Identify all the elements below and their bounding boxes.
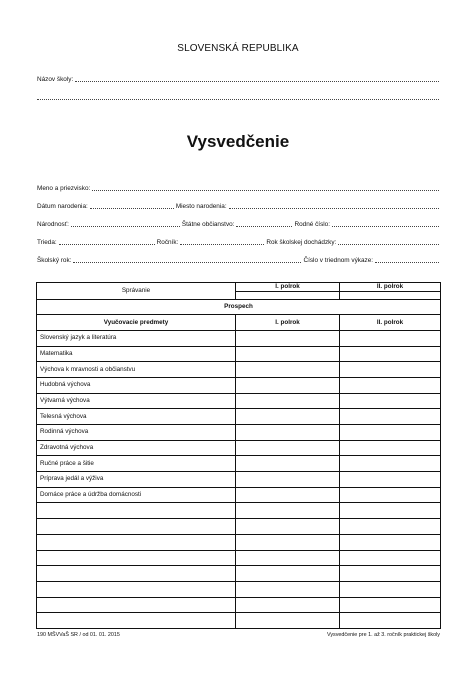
subject-row [37,487,441,503]
subject-term1-grade[interactable] [236,519,340,535]
behaviour-term1-cell[interactable] [236,292,340,300]
behaviour-row-top [37,283,441,292]
birth-date-label: Dátum narodenia: [37,203,88,210]
empty-subject-row [37,503,441,519]
year-label: Ročník: [156,239,179,246]
subject-term2-grade[interactable] [340,534,441,550]
school-year-line[interactable] [73,256,301,263]
subjects-header-row [37,315,441,331]
subject-name: Zdravotná výchova [37,440,236,456]
nationality-line[interactable] [71,220,180,227]
subject-name: Výchova k mravnosti a občianstvu [37,362,236,378]
country-heading: SLOVENSKÁ REPUBLIKA [177,43,299,54]
subject-term1-grade[interactable] [236,377,340,393]
subject-term1-grade[interactable] [236,472,340,488]
subject-term1-grade[interactable] [236,425,340,441]
school-name-line-2[interactable] [37,93,439,100]
subject-term1-grade[interactable] [236,581,340,597]
subject-term1-grade[interactable] [236,440,340,456]
subject-row [37,346,441,362]
school-name-field-continued[interactable] [37,91,439,102]
document-title: Vysvedčenie [186,132,290,151]
subject-name: Telesná výchova [37,409,236,425]
subject-term1-grade[interactable] [236,346,340,362]
subject-name-blank[interactable] [37,613,236,629]
subject-term2-grade[interactable] [340,613,441,629]
empty-subject-row [37,534,441,550]
subject-term2-grade[interactable] [340,503,441,519]
subject-row [37,456,441,472]
empty-subject-row [37,519,441,535]
subject-name-blank[interactable] [37,566,236,582]
subject-row [37,393,441,409]
subject-name: Hudobná výchova [37,377,236,393]
behaviour-term2-header: II. polrok [340,283,441,292]
subject-term2-grade[interactable] [340,456,441,472]
subject-name: Domáce práce a údržba domácnosti [37,487,236,503]
subject-term1-grade[interactable] [236,550,340,566]
subject-term1-grade[interactable] [236,409,340,425]
subject-row [37,330,441,346]
subject-row [37,362,441,378]
birth-date-line[interactable] [90,202,174,209]
subject-name: Slovenský jazyk a literatúra [37,330,236,346]
subject-name-blank[interactable] [37,581,236,597]
subject-term2-grade[interactable] [340,472,441,488]
birth-place-line[interactable] [229,202,439,209]
subject-term2-grade[interactable] [340,409,441,425]
nationality-label: Národnosť: [37,221,69,228]
name-label: Meno a priezvisko: [37,185,91,192]
name-line[interactable] [92,184,439,191]
subjects-term1-header: I. polrok [236,315,340,331]
subject-name-blank[interactable] [37,550,236,566]
subject-term2-grade[interactable] [340,550,441,566]
section-heading: Prospech [37,299,441,315]
attendance-year-label: Rok školskej dochádzky: [266,239,337,246]
subjects-term2-header: II. polrok [340,315,441,331]
subject-term2-grade[interactable] [340,440,441,456]
year-line[interactable] [180,238,264,245]
subject-name: Matematika [37,346,236,362]
subject-term1-grade[interactable] [236,534,340,550]
empty-subject-row [37,597,441,613]
subject-term1-grade[interactable] [236,362,340,378]
subject-name: Výtvarná výchova [37,393,236,409]
citizenship-line[interactable] [236,220,292,227]
subject-term1-grade[interactable] [236,456,340,472]
subject-name-blank[interactable] [37,503,236,519]
class-label: Trieda: [37,239,57,246]
subject-term1-grade[interactable] [236,566,340,582]
subject-term1-grade[interactable] [236,613,340,629]
subject-term1-grade[interactable] [236,597,340,613]
subject-term2-grade[interactable] [340,597,441,613]
form-code: 190 MŠVVaŠ SR / od 01. 01. 2015 [37,632,120,638]
subject-name: Rodinná výchova [37,425,236,441]
birth-number-label: Rodné číslo: [294,221,331,228]
school-name-field[interactable] [37,73,439,84]
subject-term2-grade[interactable] [340,566,441,582]
name-field[interactable] [37,182,439,193]
subjects-header: Vyučovacie predmety [37,315,236,331]
subject-term2-grade[interactable] [340,330,441,346]
grades-table [36,282,441,629]
citizenship-label: Štátne občianstvo: [181,221,235,228]
subject-term2-grade[interactable] [340,393,441,409]
school-name-line[interactable] [75,75,439,82]
behaviour-term2-cell[interactable] [340,292,441,300]
school-name-label: Názov školy: [37,76,74,83]
empty-subject-row [37,566,441,582]
subject-term2-grade[interactable] [340,487,441,503]
school-year-label: Školský rok: [37,257,72,264]
subject-name: Príprava jedál a výživa [37,472,236,488]
empty-subject-row [37,550,441,566]
subject-term2-grade[interactable] [340,346,441,362]
subject-term2-grade[interactable] [340,362,441,378]
subject-term2-grade[interactable] [340,519,441,535]
subject-row [37,425,441,441]
subject-row [37,472,441,488]
subject-term2-grade[interactable] [340,425,441,441]
subject-term1-grade[interactable] [236,393,340,409]
birth-field-row [37,200,439,211]
form-description: Vysvedčenie pre 1. až 3. ročník praktickej školy [326,632,440,638]
empty-subject-row [37,613,441,629]
subject-name-blank[interactable] [37,534,236,550]
subject-name-blank[interactable] [37,597,236,613]
birth-number-line[interactable] [332,220,439,227]
subject-row [37,409,441,425]
section-row [37,299,441,315]
class-line[interactable] [59,238,155,245]
subject-term1-grade[interactable] [236,330,340,346]
empty-subject-row [37,581,441,597]
register-number-label: Číslo v triednom výkaze: [303,257,374,264]
behaviour-label: Správanie [37,283,236,300]
subject-row [37,377,441,393]
subject-term1-grade[interactable] [236,487,340,503]
subject-name: Ručné práce a šitie [37,456,236,472]
subject-term2-grade[interactable] [340,581,441,597]
subject-row [37,440,441,456]
subject-term2-grade[interactable] [340,377,441,393]
attendance-year-line[interactable] [338,238,439,245]
behaviour-term1-header: I. polrok [236,283,340,292]
birth-place-label: Miesto narodenia: [175,203,227,210]
school-year-row [37,254,439,265]
class-row [37,236,439,247]
subject-term1-grade[interactable] [236,503,340,519]
subject-name-blank[interactable] [37,519,236,535]
nationality-row [37,218,439,229]
register-number-line[interactable] [375,256,439,263]
